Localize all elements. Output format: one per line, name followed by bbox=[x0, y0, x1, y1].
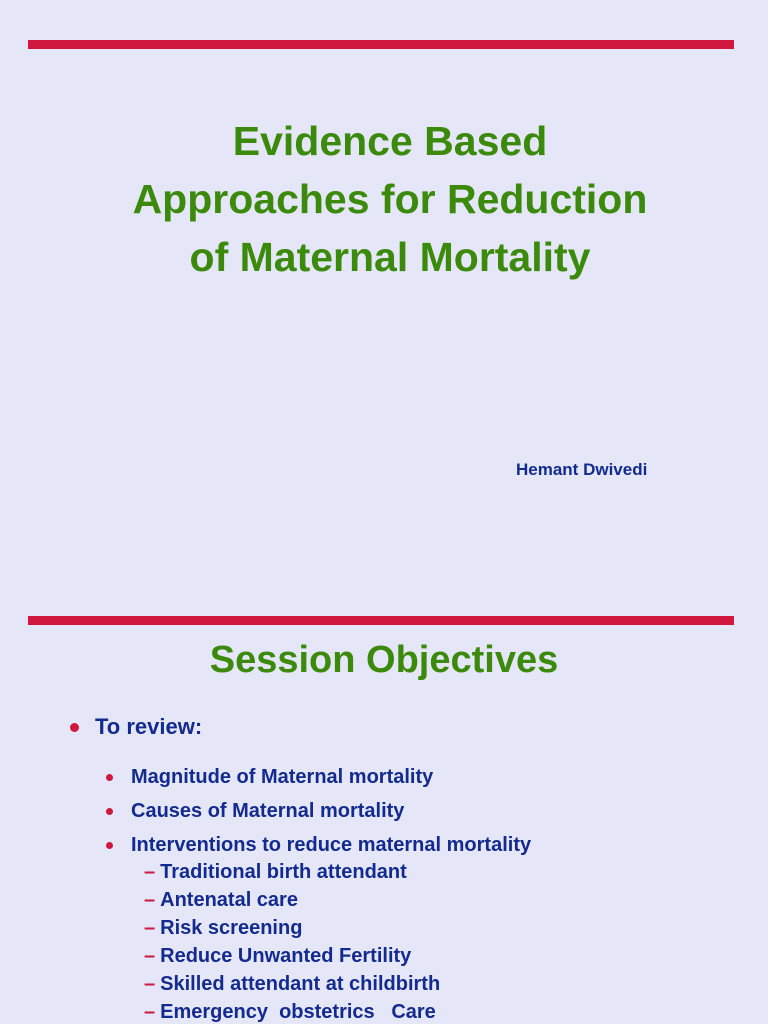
dash-marker: – bbox=[144, 1000, 156, 1023]
dash-marker: – bbox=[144, 944, 156, 967]
title-line: Approaches for Reduction bbox=[132, 176, 648, 222]
top-divider-rule bbox=[28, 40, 734, 49]
bullet-list-level-2 bbox=[106, 760, 531, 862]
bullet-text: Interventions to reduce maternal mortality bbox=[131, 833, 532, 856]
list-item bbox=[144, 970, 440, 998]
objectives-slide bbox=[0, 600, 768, 1024]
dash-marker: – bbox=[144, 888, 156, 911]
dash-marker: – bbox=[144, 916, 156, 939]
bullet-text: Reduce Unwanted Fertility bbox=[160, 944, 412, 967]
bullet-dot-icon bbox=[70, 723, 79, 732]
bullet-text: Skilled attendant at childbirth bbox=[160, 972, 441, 995]
bullet-level-1 bbox=[70, 714, 202, 740]
bullet-text: Magnitude of Maternal mortality bbox=[131, 765, 434, 788]
author-name: Hemant Dwivedi bbox=[516, 460, 648, 479]
list-item bbox=[106, 828, 531, 862]
list-item bbox=[106, 760, 531, 794]
top-divider-rule bbox=[28, 616, 734, 625]
bullet-list-level-3 bbox=[144, 858, 440, 1024]
presentation-title bbox=[60, 112, 720, 286]
list-item bbox=[144, 942, 440, 970]
bullet-text: To review: bbox=[95, 714, 203, 739]
bullet-text: Causes of Maternal mortality bbox=[131, 799, 405, 822]
list-item bbox=[144, 998, 440, 1024]
bullet-text: Emergency obstetrics Care bbox=[160, 1000, 436, 1023]
list-item bbox=[144, 858, 440, 886]
bullet-text: Traditional birth attendant bbox=[160, 860, 407, 883]
list-item bbox=[144, 914, 440, 942]
bullet-dot-icon bbox=[106, 774, 113, 781]
title-line: of Maternal Mortality bbox=[189, 234, 591, 280]
bullet-dot-icon bbox=[106, 842, 113, 849]
title-line: Evidence Based bbox=[232, 118, 548, 164]
bullet-text: Risk screening bbox=[160, 916, 303, 939]
list-item bbox=[106, 794, 531, 828]
list-item bbox=[144, 886, 440, 914]
dash-marker: – bbox=[144, 972, 156, 995]
bullet-dot-icon bbox=[106, 808, 113, 815]
dash-marker: – bbox=[144, 860, 156, 883]
bullet-text: Antenatal care bbox=[160, 888, 298, 911]
slide-title: Session Objectives bbox=[209, 639, 559, 681]
